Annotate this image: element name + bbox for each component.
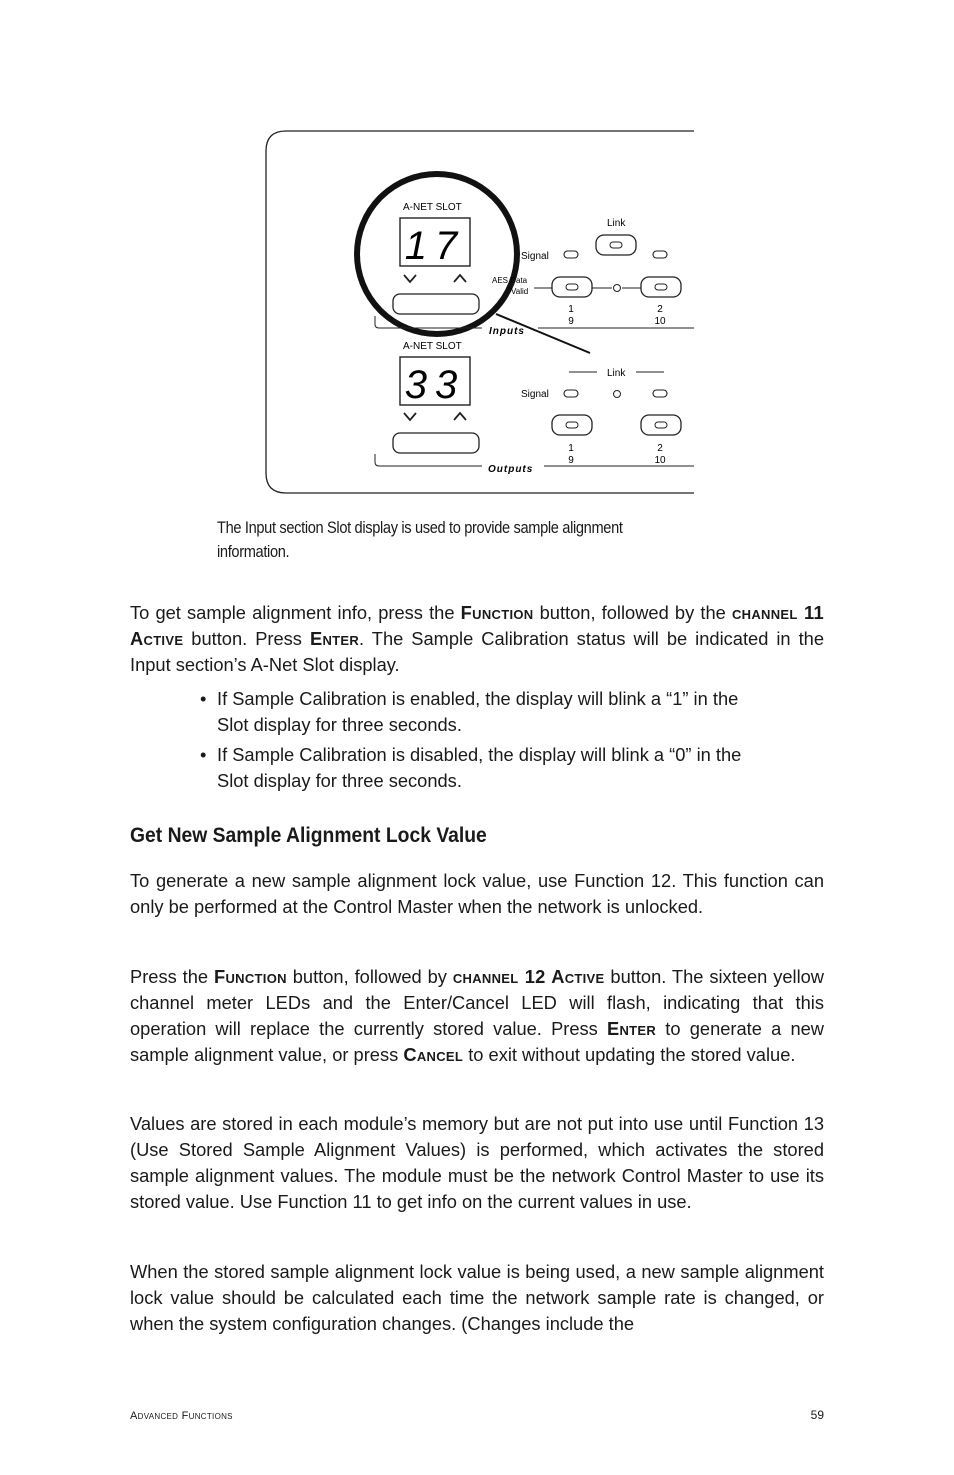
enter-key-label: Enter <box>607 1018 657 1039</box>
para1-text-3: button. Press <box>183 628 310 649</box>
paragraph-recalculate: When the stored sample alignment lock value is being used, a new sample alignment lock value should be calculated each time the network sample rate is changed, or when the system configuration changes. (Changes include the <box>130 1261 824 1334</box>
function-key-label: Function <box>214 966 287 987</box>
output-btn2-top: 2 <box>657 443 663 454</box>
panel-diagram-svg <box>264 128 694 496</box>
paragraph-sample-info <box>130 600 824 678</box>
output-channel-button-2[interactable] <box>641 415 681 435</box>
function-key-label: Function <box>460 602 534 623</box>
outputs-label: Outputs <box>488 464 534 475</box>
page-number: 59 <box>810 1408 824 1422</box>
bottom-slot-digits: 33 <box>404 363 466 407</box>
enter-key-label: Enter <box>309 628 360 649</box>
bullet-text: If Sample Calibration is enabled, the display will blink a “1” in the Slot display for three seconds. <box>217 688 739 735</box>
input-channel-button-2-led <box>655 284 667 290</box>
para1-text-1: To get sample alignment info, press the <box>130 602 461 623</box>
bottom-link-label: Link <box>607 368 626 379</box>
top-link-button[interactable] <box>596 235 636 255</box>
output-channel-button-2-led <box>655 422 667 428</box>
input-btn2-top: 2 <box>657 304 663 315</box>
output-btn1-top: 1 <box>568 443 574 454</box>
bottom-signal-label: Signal <box>521 389 549 400</box>
list-item: • If Sample Calibration is enabled, the display will blink a “1” in the Slot display for three seconds. <box>200 688 739 735</box>
input-btn1-top: 1 <box>568 304 574 315</box>
aes-data-label: AES Data <box>492 276 528 285</box>
top-link-button-led <box>610 242 622 248</box>
output-btn1-bottom: 9 <box>568 455 574 466</box>
channel-11-active-key-label: channel 11 Active <box>130 602 824 649</box>
footer-section-title: Advanced Functions <box>130 1410 233 1422</box>
up-arrow-icon <box>454 275 466 282</box>
top-signal-led-1 <box>564 251 578 258</box>
list-item: • If Sample Calibration is disabled, the display will blink a “0” in the Slot display for three seconds. <box>200 744 742 791</box>
output-channel-button-1-led <box>566 422 578 428</box>
input-channel-button-1[interactable] <box>552 277 592 297</box>
bullet-list <box>200 686 760 798</box>
top-signal-label: Signal <box>521 251 549 262</box>
top-signal-led-2 <box>653 251 667 258</box>
up-arrow-icon <box>454 413 466 420</box>
bottom-signal-led-1 <box>564 390 578 397</box>
paragraph-function-12: To generate a new sample alignment lock value, use Function 12. This function can only be performed at the Control Master when the network is unlocked. <box>130 870 824 917</box>
input-channel-button-2[interactable] <box>641 277 681 297</box>
bottom-function-button[interactable] <box>393 433 479 453</box>
top-function-button[interactable] <box>393 294 479 314</box>
input-channel-button-1-led <box>566 284 578 290</box>
para3-text-1: Press the <box>130 966 215 987</box>
input-btn1-bottom: 9 <box>568 316 574 327</box>
top-link-label: Link <box>607 218 626 229</box>
para1-text-4: . The Sample Calibration status will be indicated in the Input section’s A-Net Slot display. <box>130 628 825 675</box>
section-heading: Get New Sample Alignment Lock Value <box>130 824 487 847</box>
valid-label: Valid <box>511 287 529 296</box>
outputs-bracket-left <box>375 454 482 466</box>
bottom-link-led <box>614 391 621 398</box>
down-arrow-icon <box>404 413 416 420</box>
para3-text-3: button. The sixteen yellow channel meter LEDs and the Enter/Cancel LED will flash, indicating that this operation will replace the currently stored value. Press <box>130 966 825 1039</box>
output-channel-button-1[interactable] <box>552 415 592 435</box>
top-slot-label: A-NET SLOT <box>403 202 462 213</box>
bottom-slot-label: A-NET SLOT <box>403 341 462 352</box>
para3-text-2: button, followed by <box>286 966 453 987</box>
figure-caption: The Input section Slot display is used to provide sample alignment information. <box>217 518 623 561</box>
valid-led <box>614 285 621 292</box>
panel-diagram <box>264 128 694 496</box>
paragraph-stored-values: Values are stored in each module’s memory but are not put into use until Function 13 (Use Stored Sample Alignment Values) is performed, which activates the stored sample alignment values. The module must be the network Control Master to use its stored value. Use Function 11 to get info on the current values in use. <box>130 1113 824 1212</box>
inputs-label: Inputs <box>489 326 525 337</box>
down-arrow-icon <box>404 275 416 282</box>
top-slot-digits: 17 <box>404 224 466 268</box>
para3-text-5: to exit without updating the stored value. <box>463 1044 796 1065</box>
output-btn2-bottom: 10 <box>654 455 666 466</box>
para3-text-4: to generate a new sample alignment value, or press <box>130 1018 825 1065</box>
cancel-key-label: Cancel <box>403 1044 464 1065</box>
paragraph-procedure <box>130 964 824 1068</box>
bottom-signal-led-2 <box>653 390 667 397</box>
input-btn2-bottom: 10 <box>654 316 666 327</box>
channel-12-active-key-label: channel 12 Active <box>452 966 605 987</box>
bullet-text: If Sample Calibration is disabled, the display will blink a “0” in the Slot display for three seconds. <box>217 744 742 791</box>
para1-text-2: button, followed by the <box>533 602 732 623</box>
